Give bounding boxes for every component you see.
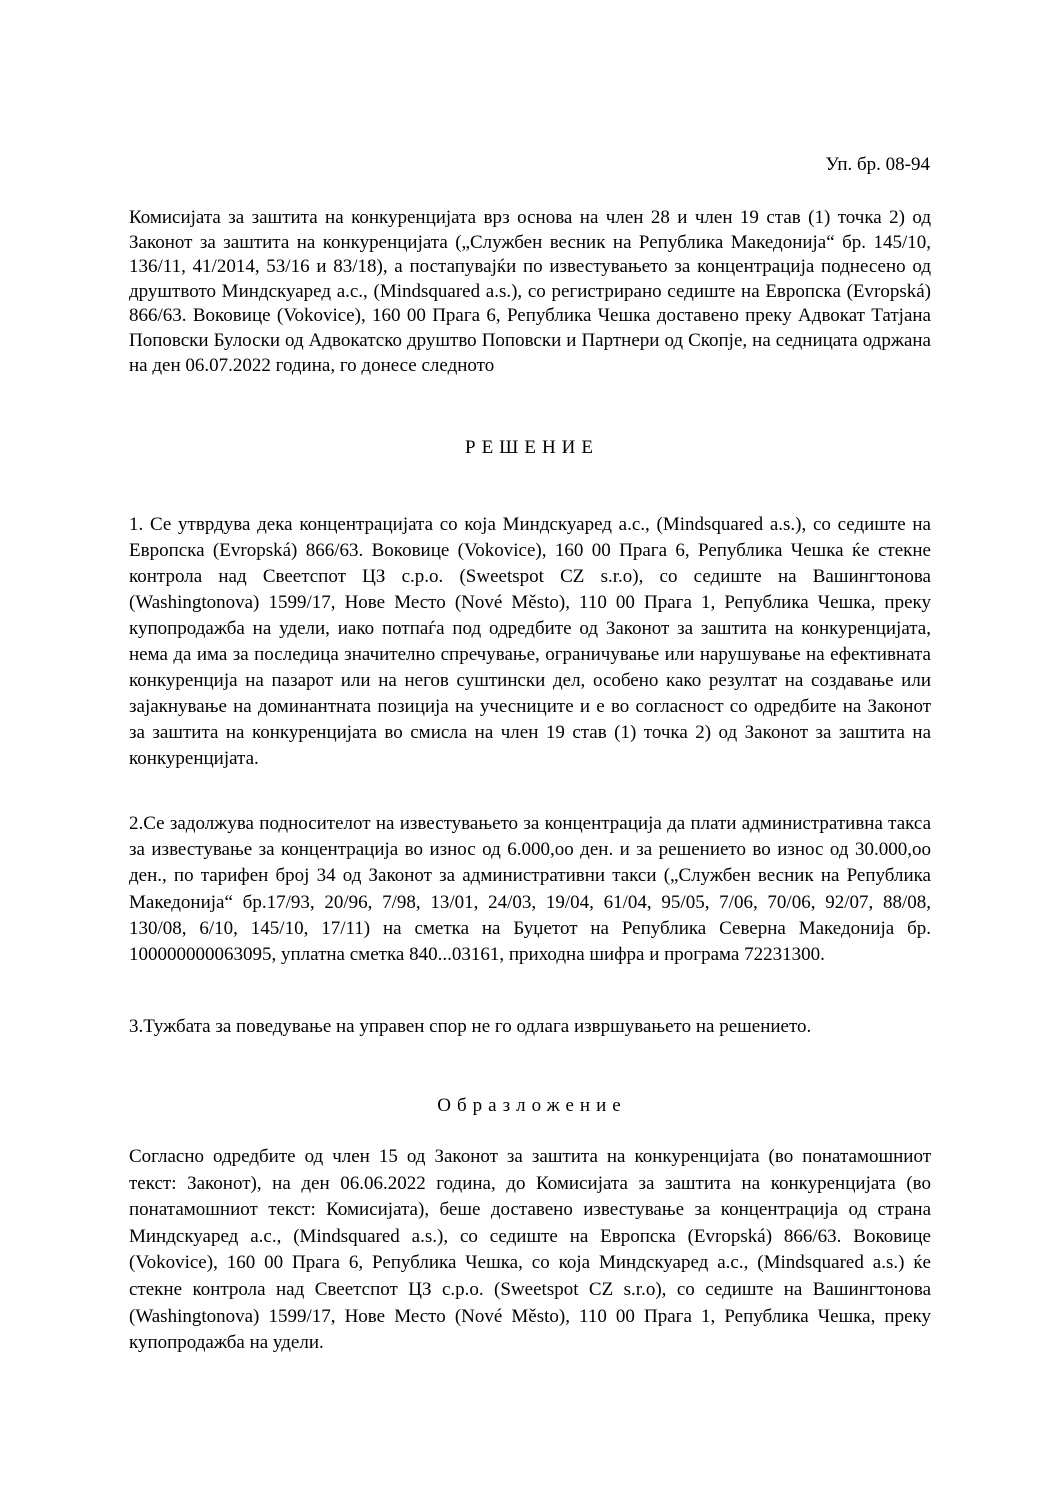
decision-item-3: 3.Тужбата за поведување на управен спор не го одлага извршувањето на решението. xyxy=(129,1016,812,1037)
decision-heading: РЕШЕНИЕ xyxy=(465,437,599,458)
reasoning-heading: Образложение xyxy=(437,1095,627,1116)
reference-number: Уп. бр. 08-94 xyxy=(825,154,930,175)
intro-paragraph: Комисијата за заштита на конкуренцијата врз основа на член 28 и член 19 став (1) точка 2) од Законот за заштита на конкуренцијата („Службен весник на Република Македонија“ бр. 145/10, 136/11, 41/2014, 53/16 и 83/18), а постапувајќи по известувањето за концентрација поднесено од друштвото Миндскуаред а.с., (Mindsquared a.s.), со регистрирано седиште на Европска (Evropská) 866/63. Воковице (Vokovice), 160 00 Прага 6, Република Чешка доставено преку Адвокат Татјана Поповски Булоски од Адвокатско друштво Поповски и Партнери од Скопје, на седницата одржана на ден 06.07.2022 година, го донесе следното xyxy=(129,207,931,376)
reasoning-paragraph: Согласно одредбите од член 15 од Законот за заштита на конкуренцијата (во понатамошниот текст: Законот), на ден 06.06.2022 година, до Комисијата за заштита на конкуренцијата (во понатамошниот текст: Комисијата), беше доставено известување за концентрација од страна Миндскуаред а.с., (Mindsquared a.s.), со седиште на Европска (Evropská) 866/63. Воковице (Vokovice), 160 00 Прага 6, Република Чешка, со која Миндскуаред а.с., (Mindsquared a.s.) ќе стекне контрола над Свеетспот ЦЗ с.р.о. (Sweetspot CZ s.r.o), со седиште на Вашингтонова (Washingtonova) 1599/17, Нове Место (Nové Město), 110 00 Прага 1, Република Чешка, преку купопродажба на удели. xyxy=(129,1146,931,1354)
decision-item-1: 1. Се утврдува дека концентрацијата со која Миндскуаред а.с., (Mindsquared a.s.), со седиште на Европска (Evropská) 866/63. Воковице (Vokovice), 160 00 Прага 6, Република Чешка ќе стекне контрола над Свеетспот ЦЗ с.р.о. (Sweetspot CZ s.r.o), со седиште на Вашингтонова (Washingtonova) 1599/17, Нове Место (Nové Město), 110 00 Прага 1, Република Чешка, преку купопродажба на удели, иако потпаѓа под одредбите од Законот за заштита на конкуренцијата, нема да има за последица значително спречување, ограничување или нарушување на ефективната конкуренција на пазарот или на негов суштински дел, особено како резултат на создавање или зајакнување на доминантната позиција на учесниците и е во согласност со одредбите на Законот за заштита на конкуренцијата во смисла на член 19 став (1) точка 2) од Законот за заштита на конкуренцијата. xyxy=(129,514,931,769)
decision-item-2: 2.Се задолжува подносителот на известувањето за концентрација да плати административна такса за известување за концентрација во износ од 6.000,оо ден. и за решението во износ од 30.000,оо ден., по тарифен број 34 од Законот за административни такси („Службен весник на Република Македонија“ бр.17/93, 20/96, 7/98, 13/01, 24/03, 19/04, 61/04, 95/05, 7/06, 70/06, 92/07, 88/08, 130/08, 6/10, 145/10, 17/11) на сметка на Буџетот на Република Северна Македонија бр. 100000000063095, уплатна сметка 840...03161, приходна шифра и програма 72231300. xyxy=(129,813,931,966)
